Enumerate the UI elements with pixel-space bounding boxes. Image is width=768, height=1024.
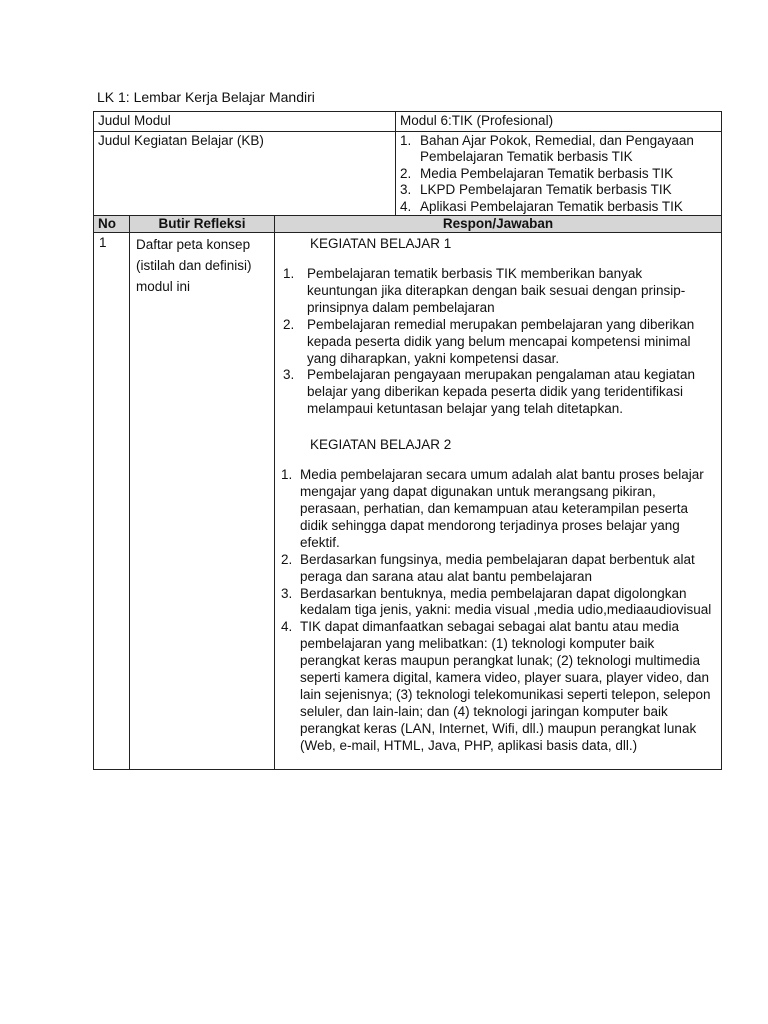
list-item: [281, 552, 715, 586]
list-number: 3.: [283, 367, 295, 383]
kb2-heading: KEGIATAN BELAJAR 2: [310, 437, 452, 453]
kb-title-item: [396, 182, 717, 199]
kb-title-text: Bahan Ajar Pokok, Remedial, dan Pengayaan Pembelajaran Tematik berbasis TIK: [420, 132, 694, 164]
table-header-row: [94, 216, 722, 233]
entry-response-cell: [275, 233, 722, 770]
header-respon: [275, 216, 722, 233]
entry-no: 1: [99, 235, 107, 250]
kb-title-text: Aplikasi Pembelajaran Tematik berbasis TIK: [420, 198, 683, 214]
list-number: 3.: [400, 182, 412, 197]
kb-title-item: [396, 199, 717, 216]
judul-kb-label-cell: [94, 131, 396, 216]
list-item-text: Pembelajaran remedial merupakan pembelajaran yang diberikan kepada peserta didik yang belum mencapai kompetensi minimal yang diharapkan, yakni kompetensi dasar.: [307, 316, 695, 366]
judul-kb-label: Judul Kegiatan Belajar (KB): [98, 132, 264, 148]
judul-modul-label: Judul Modul: [98, 113, 171, 128]
list-number: 3.: [281, 585, 293, 601]
row-judul-modul: [94, 112, 722, 132]
response-body: [275, 233, 721, 769]
table-row: [94, 233, 722, 770]
kb-title-list: [396, 133, 721, 216]
list-item: [281, 619, 715, 754]
list-item-text: Berdasarkan fungsinya, media pembelajaran dapat berbentuk alat peraga dan sarana atau alat bantu pembelajaran: [300, 551, 695, 584]
kb-title-text: LKPD Pembelajaran Tematik berbasis TIK: [420, 182, 672, 197]
kb1-list: [281, 266, 715, 418]
header-no: [94, 216, 130, 233]
list-item-text: TIK dapat dimanfaatkan sebagai sebagai alat bantu atau media pembelajaran yang melibatkan: (1) teknologi komputer baik perangkat keras maupun perangkat lunak; (2) teknologi multimedia seperti kamera digital, kamera video, player suara, player video, dan lain sejenisnya; (3) teknologi telekomunikasi seperti telepon, selepon seluler, dan lain-lain; dan (4) teknologi jaringan komputer baik perangkat keras (LAN, Internet, Wifi, dll.) maupun perangkat lunak (Web, e-mail, HTML, Java, PHP, aplikasi basis data, dll.): [300, 619, 711, 753]
list-number: 4.: [281, 619, 293, 635]
document-title: LK 1: Lembar Kerja Belajar Mandiri: [97, 89, 315, 105]
list-number: 1.: [283, 266, 295, 281]
row-judul-kb: [94, 131, 722, 216]
judul-modul-label-cell: [94, 112, 396, 132]
judul-kb-list-cell: [396, 131, 722, 216]
entry-butir-cell: [130, 233, 275, 770]
kb1-heading: KEGIATAN BELAJAR 1: [310, 236, 452, 251]
judul-modul-value: Modul 6:TIK (Profesional): [400, 113, 554, 128]
worksheet-table: [93, 111, 722, 770]
list-item-text: Pembelajaran tematik berbasis TIK memberikan banyak keuntungan jika diterapkan dengan baik sesuai dengan prinsip-prinsipnya dalam pembelajaran: [307, 266, 686, 315]
list-number: 2.: [281, 551, 293, 567]
header-no-text: No: [98, 216, 116, 231]
list-item-text: Berdasarkan bentuknya, media pembelajaran dapat digolongkan kedalam tiga jenis, yakni: media visual ,media udio,mediaaudiovisual: [300, 585, 712, 618]
list-item: [281, 266, 715, 317]
kb-title-text: Media Pembelajaran Tematik berbasis TIK: [420, 165, 674, 181]
list-item: [281, 367, 715, 418]
list-item: [281, 317, 715, 368]
entry-no-cell: [94, 233, 130, 770]
list-number: 2.: [283, 316, 295, 332]
header-butir: [130, 216, 275, 233]
list-item-text: Pembelajaran pengayaan merupakan pengalaman atau kegiatan belajar yang diberikan kepada peserta didik yang teridentifikasi melampaui ketuntasan belajar yang telah ditetapkan.: [307, 367, 696, 417]
list-item-text: Media pembelajaran secara umum adalah alat bantu proses belajar mengajar yang dapat digunakan untuk merangsang pikiran, perasaan, perhatian, dan kemampuan atau keterampilan peserta didik sehingga dapat mendorong terjadinya proses belajar yang efektif.: [300, 467, 704, 550]
kb-title-item: [396, 166, 717, 183]
header-respon-text: Respon/Jawaban: [442, 216, 554, 231]
header-butir-text: Butir Refleksi: [158, 216, 246, 231]
list-number: 2.: [400, 165, 412, 181]
list-item: [281, 467, 715, 552]
list-number: 4.: [400, 198, 412, 214]
list-item: [281, 586, 715, 620]
kb2-list: [281, 467, 715, 754]
list-number: 1.: [281, 467, 293, 483]
judul-modul-value-cell: [396, 112, 722, 132]
kb-title-item: [396, 133, 717, 166]
entry-butir: Daftar peta konsep (istilah dan definisi) modul ini: [136, 237, 252, 294]
list-number: 1.: [400, 132, 412, 148]
